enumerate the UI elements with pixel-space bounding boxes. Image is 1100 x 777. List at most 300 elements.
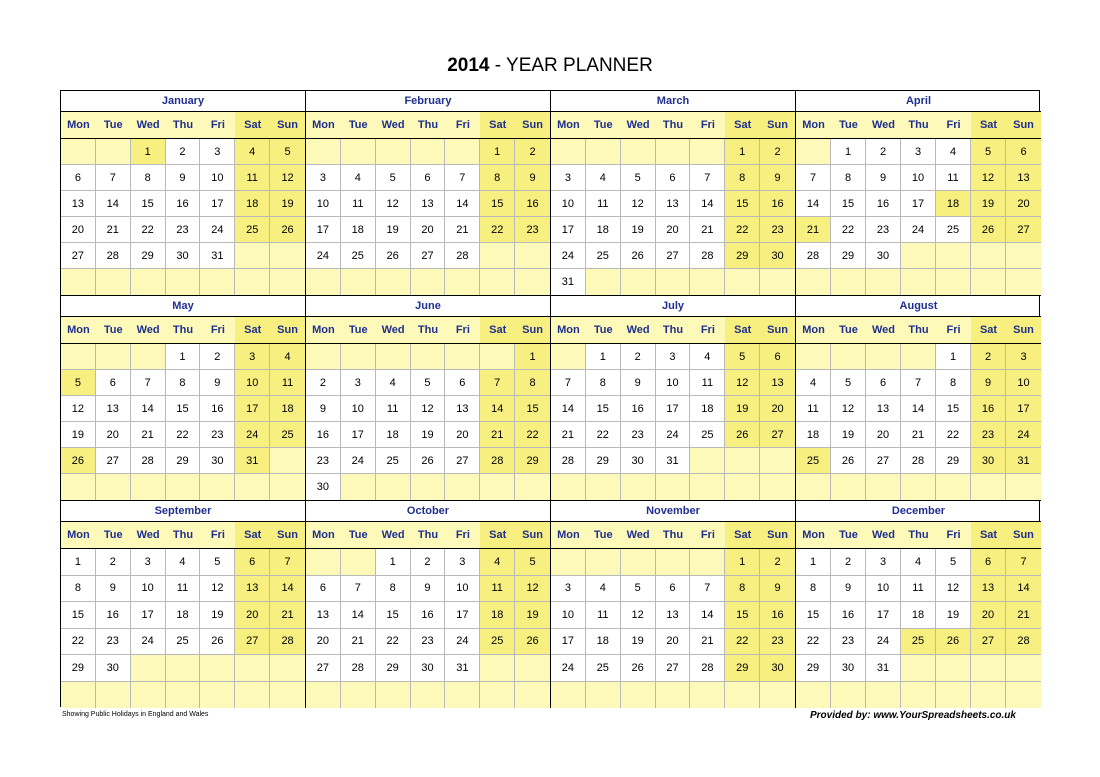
day-cell: 15 <box>796 602 831 629</box>
day-cell: 20 <box>971 602 1006 629</box>
day-cell: 8 <box>61 576 96 603</box>
day-cell: 11 <box>586 191 621 217</box>
day-cell: 23 <box>621 422 656 448</box>
weekday-label: Mon <box>306 112 341 138</box>
day-cell: 6 <box>61 165 96 191</box>
day-cell: 17 <box>131 602 166 629</box>
day-cell: 22 <box>831 217 866 243</box>
weekday-label: Tue <box>831 317 866 343</box>
empty-cell <box>866 682 901 709</box>
holiday-cell: 25 <box>901 629 936 656</box>
day-cell: 17 <box>656 396 691 422</box>
day-cell: 23 <box>971 422 1006 448</box>
day-cell: 23 <box>866 217 901 243</box>
day-cell: 20 <box>306 629 341 656</box>
day-cell: 30 <box>831 655 866 682</box>
empty-cell <box>411 269 446 295</box>
day-cell: 6 <box>445 370 480 396</box>
day-cell: 16 <box>760 602 795 629</box>
day-cell: 14 <box>131 396 166 422</box>
day-cell: 30 <box>866 243 901 269</box>
month-september <box>61 501 306 708</box>
day-cell: 21 <box>270 602 305 629</box>
day-cell: 18 <box>166 602 201 629</box>
day-cell: 8 <box>936 370 971 396</box>
day-cell: 16 <box>411 602 446 629</box>
weekday-label: Thu <box>901 112 936 138</box>
day-cell: 15 <box>131 191 166 217</box>
day-cell: 21 <box>551 422 586 448</box>
day-cell: 22 <box>480 217 515 243</box>
empty-cell <box>131 344 166 370</box>
day-cell: 28 <box>551 448 586 474</box>
empty-cell <box>760 269 795 295</box>
weekday-label: Wed <box>866 522 901 548</box>
weekday-label: Thu <box>656 112 691 138</box>
day-cell: 18 <box>586 629 621 656</box>
day-cell: 30 <box>96 655 131 682</box>
day-cell: 3 <box>866 549 901 576</box>
empty-cell <box>131 682 166 709</box>
weekday-label: Sat <box>971 317 1006 343</box>
day-cell: 7 <box>480 370 515 396</box>
day-cell: 19 <box>411 422 446 448</box>
empty-cell <box>61 474 96 500</box>
day-cell: 4 <box>690 344 725 370</box>
empty-cell <box>936 243 971 269</box>
day-cell: 7 <box>901 370 936 396</box>
day-cell: 27 <box>96 448 131 474</box>
empty-cell <box>901 269 936 295</box>
day-cell: 23 <box>760 629 795 656</box>
day-cell: 12 <box>621 191 656 217</box>
day-cell: 29 <box>796 655 831 682</box>
day-cell: 21 <box>341 629 376 656</box>
day-cell: 12 <box>411 396 446 422</box>
empty-cell <box>306 682 341 709</box>
weekday-label: Sun <box>760 317 795 343</box>
day-grid <box>306 344 550 500</box>
weekday-label: Sat <box>235 112 270 138</box>
weekday-label: Wed <box>376 317 411 343</box>
empty-cell <box>445 474 480 500</box>
day-cell: 12 <box>936 576 971 603</box>
day-cell: 10 <box>901 165 936 191</box>
empty-cell <box>341 549 376 576</box>
day-cell: 27 <box>866 448 901 474</box>
day-cell: 24 <box>551 243 586 269</box>
day-grid <box>551 549 795 708</box>
day-cell: 15 <box>936 396 971 422</box>
page-title <box>0 55 1100 77</box>
day-cell: 25 <box>235 217 270 243</box>
day-cell: 6 <box>235 549 270 576</box>
day-cell: 14 <box>341 602 376 629</box>
day-cell: 9 <box>760 576 795 603</box>
day-cell: 4 <box>796 370 831 396</box>
empty-cell <box>515 243 550 269</box>
empty-cell <box>621 139 656 165</box>
empty-cell <box>725 682 760 709</box>
month-august <box>796 296 1041 501</box>
day-cell: 11 <box>901 576 936 603</box>
weekday-label: Tue <box>341 317 376 343</box>
day-cell: 25 <box>166 629 201 656</box>
day-cell: 23 <box>306 448 341 474</box>
empty-cell <box>971 474 1006 500</box>
month-name: September <box>61 501 305 522</box>
empty-cell <box>96 269 131 295</box>
empty-cell <box>656 682 691 709</box>
day-cell: 6 <box>656 576 691 603</box>
weekday-label: Wed <box>621 522 656 548</box>
day-cell: 7 <box>270 549 305 576</box>
day-cell: 23 <box>96 629 131 656</box>
day-cell: 31 <box>656 448 691 474</box>
day-cell: 28 <box>270 629 305 656</box>
day-cell: 14 <box>901 396 936 422</box>
weekday-label: Fri <box>445 522 480 548</box>
weekday-label: Thu <box>901 522 936 548</box>
day-cell: 2 <box>971 344 1006 370</box>
day-cell: 11 <box>796 396 831 422</box>
day-cell: 24 <box>445 629 480 656</box>
day-cell: 4 <box>166 549 201 576</box>
weekday-label: Tue <box>341 522 376 548</box>
weekday-header-row <box>551 112 795 139</box>
empty-cell <box>445 269 480 295</box>
day-cell: 9 <box>200 370 235 396</box>
day-cell: 29 <box>725 243 760 269</box>
weekday-header-row <box>551 522 795 549</box>
day-cell: 12 <box>971 165 1006 191</box>
day-cell: 24 <box>200 217 235 243</box>
day-cell: 5 <box>515 549 550 576</box>
weekday-label: Thu <box>411 522 446 548</box>
weekday-label: Sun <box>1006 112 1041 138</box>
day-cell: 19 <box>725 396 760 422</box>
day-cell: 28 <box>341 655 376 682</box>
day-grid <box>796 549 1041 708</box>
day-cell: 9 <box>306 396 341 422</box>
day-cell: 16 <box>515 191 550 217</box>
day-cell: 15 <box>480 191 515 217</box>
title-year: 2014 <box>447 55 490 76</box>
day-cell: 31 <box>235 448 270 474</box>
empty-cell <box>166 474 201 500</box>
day-cell: 7 <box>445 165 480 191</box>
month-july <box>551 296 796 501</box>
day-cell: 26 <box>725 422 760 448</box>
day-cell: 15 <box>725 602 760 629</box>
weekday-label: Fri <box>936 522 971 548</box>
empty-cell <box>445 344 480 370</box>
day-cell: 3 <box>656 344 691 370</box>
day-cell: 30 <box>411 655 446 682</box>
day-cell: 12 <box>621 602 656 629</box>
day-cell: 28 <box>690 655 725 682</box>
empty-cell <box>235 269 270 295</box>
day-cell: 25 <box>586 655 621 682</box>
day-cell: 14 <box>1006 576 1041 603</box>
empty-cell <box>551 682 586 709</box>
day-cell: 3 <box>551 165 586 191</box>
day-cell: 13 <box>235 576 270 603</box>
day-cell: 3 <box>551 576 586 603</box>
weekday-label: Sun <box>760 522 795 548</box>
day-cell: 16 <box>200 396 235 422</box>
day-cell: 17 <box>866 602 901 629</box>
day-cell: 28 <box>445 243 480 269</box>
empty-cell <box>131 655 166 682</box>
day-grid <box>796 344 1041 500</box>
day-cell: 10 <box>656 370 691 396</box>
day-cell: 21 <box>445 217 480 243</box>
empty-cell <box>621 682 656 709</box>
weekday-label: Tue <box>586 317 621 343</box>
day-cell: 5 <box>971 139 1006 165</box>
day-cell: 29 <box>936 448 971 474</box>
day-cell: 27 <box>445 448 480 474</box>
empty-cell <box>901 344 936 370</box>
empty-cell <box>235 655 270 682</box>
empty-cell <box>341 344 376 370</box>
month-may <box>61 296 306 501</box>
day-grid <box>796 139 1041 295</box>
day-cell: 26 <box>270 217 305 243</box>
day-cell: 31 <box>445 655 480 682</box>
day-cell: 31 <box>1006 448 1041 474</box>
empty-cell <box>936 655 971 682</box>
day-cell: 13 <box>411 191 446 217</box>
empty-cell <box>656 139 691 165</box>
empty-cell <box>480 269 515 295</box>
day-cell: 28 <box>690 243 725 269</box>
day-cell: 21 <box>480 422 515 448</box>
day-cell: 23 <box>515 217 550 243</box>
day-cell: 13 <box>306 602 341 629</box>
day-cell: 12 <box>831 396 866 422</box>
month-june <box>306 296 551 501</box>
day-cell: 7 <box>96 165 131 191</box>
day-cell: 14 <box>480 396 515 422</box>
weekday-label: Tue <box>586 522 621 548</box>
day-cell: 3 <box>200 139 235 165</box>
day-cell: 26 <box>971 217 1006 243</box>
empty-cell <box>376 344 411 370</box>
day-cell: 11 <box>690 370 725 396</box>
day-cell: 29 <box>515 448 550 474</box>
empty-cell <box>515 474 550 500</box>
month-name: April <box>796 91 1041 112</box>
day-cell: 24 <box>131 629 166 656</box>
day-cell: 1 <box>831 139 866 165</box>
empty-cell <box>306 344 341 370</box>
day-cell: 11 <box>341 191 376 217</box>
day-cell: 21 <box>690 217 725 243</box>
empty-cell <box>690 448 725 474</box>
day-cell: 1 <box>166 344 201 370</box>
empty-cell <box>656 474 691 500</box>
day-cell: 3 <box>131 549 166 576</box>
day-cell: 10 <box>306 191 341 217</box>
day-cell: 4 <box>270 344 305 370</box>
month-name: December <box>796 501 1041 522</box>
day-cell: 6 <box>306 576 341 603</box>
empty-cell <box>61 682 96 709</box>
day-cell: 1 <box>586 344 621 370</box>
day-cell: 7 <box>690 165 725 191</box>
day-cell: 30 <box>200 448 235 474</box>
day-grid <box>61 344 305 500</box>
weekday-label: Fri <box>690 317 725 343</box>
empty-cell <box>656 269 691 295</box>
weekday-label: Wed <box>131 112 166 138</box>
day-cell: 18 <box>235 191 270 217</box>
month-name: March <box>551 91 795 112</box>
empty-cell <box>586 549 621 576</box>
day-cell: 23 <box>166 217 201 243</box>
day-cell: 17 <box>341 422 376 448</box>
day-cell: 9 <box>831 576 866 603</box>
empty-cell <box>760 682 795 709</box>
weekday-label: Sat <box>480 112 515 138</box>
day-cell: 26 <box>376 243 411 269</box>
weekday-label: Thu <box>656 522 691 548</box>
empty-cell <box>1006 243 1041 269</box>
day-cell: 2 <box>166 139 201 165</box>
day-cell: 14 <box>551 396 586 422</box>
day-cell: 25 <box>376 448 411 474</box>
day-cell: 10 <box>551 191 586 217</box>
empty-cell <box>235 474 270 500</box>
day-cell: 25 <box>270 422 305 448</box>
holiday-cell: 26 <box>936 629 971 656</box>
weekday-label: Mon <box>306 522 341 548</box>
day-cell: 4 <box>341 165 376 191</box>
holidays-note: Showing Public Holidays in England and Wales <box>62 711 209 718</box>
day-cell: 22 <box>61 629 96 656</box>
holiday-cell: 18 <box>936 191 971 217</box>
empty-cell <box>551 474 586 500</box>
empty-cell <box>656 549 691 576</box>
empty-cell <box>61 139 96 165</box>
empty-cell <box>690 549 725 576</box>
day-cell: 26 <box>831 448 866 474</box>
day-cell: 4 <box>235 139 270 165</box>
day-cell: 13 <box>656 602 691 629</box>
weekday-label: Wed <box>376 522 411 548</box>
weekday-label: Fri <box>690 112 725 138</box>
weekday-label: Tue <box>586 112 621 138</box>
day-cell: 22 <box>796 629 831 656</box>
day-cell: 8 <box>725 576 760 603</box>
day-cell: 21 <box>131 422 166 448</box>
empty-cell <box>796 682 831 709</box>
day-cell: 6 <box>411 165 446 191</box>
title-text: - YEAR PLANNER <box>489 55 653 76</box>
empty-cell <box>376 682 411 709</box>
weekday-label: Sun <box>1006 317 1041 343</box>
day-cell: 9 <box>760 165 795 191</box>
empty-cell <box>690 269 725 295</box>
weekday-label: Mon <box>551 112 586 138</box>
day-cell: 1 <box>376 549 411 576</box>
month-april <box>796 91 1041 296</box>
day-cell: 14 <box>796 191 831 217</box>
empty-cell <box>480 344 515 370</box>
day-cell: 15 <box>586 396 621 422</box>
day-cell: 28 <box>131 448 166 474</box>
day-cell: 20 <box>1006 191 1041 217</box>
empty-cell <box>270 448 305 474</box>
day-cell: 22 <box>936 422 971 448</box>
weekday-label: Wed <box>866 112 901 138</box>
day-cell: 14 <box>96 191 131 217</box>
day-grid <box>61 139 305 295</box>
empty-cell <box>866 269 901 295</box>
weekday-label: Fri <box>445 317 480 343</box>
day-cell: 18 <box>796 422 831 448</box>
day-cell: 12 <box>270 165 305 191</box>
empty-cell <box>936 682 971 709</box>
day-cell: 18 <box>690 396 725 422</box>
empty-cell <box>690 682 725 709</box>
empty-cell <box>515 682 550 709</box>
day-cell: 12 <box>376 191 411 217</box>
day-grid <box>61 549 305 708</box>
day-cell: 27 <box>1006 217 1041 243</box>
empty-cell <box>971 682 1006 709</box>
day-cell: 25 <box>936 217 971 243</box>
day-cell: 31 <box>200 243 235 269</box>
weekday-label: Thu <box>166 522 201 548</box>
day-cell: 16 <box>166 191 201 217</box>
day-cell: 10 <box>866 576 901 603</box>
holiday-cell: 26 <box>61 448 96 474</box>
weekday-label: Thu <box>166 112 201 138</box>
day-cell: 1 <box>936 344 971 370</box>
day-cell: 19 <box>621 217 656 243</box>
empty-cell <box>235 682 270 709</box>
empty-cell <box>586 269 621 295</box>
day-cell: 20 <box>866 422 901 448</box>
weekday-label: Sat <box>971 522 1006 548</box>
empty-cell <box>971 655 1006 682</box>
day-cell: 14 <box>690 191 725 217</box>
day-cell: 19 <box>200 602 235 629</box>
weekday-header-row <box>306 317 550 344</box>
day-cell: 21 <box>901 422 936 448</box>
weekday-label: Fri <box>936 112 971 138</box>
day-cell: 23 <box>831 629 866 656</box>
day-cell: 16 <box>621 396 656 422</box>
day-cell: 27 <box>656 655 691 682</box>
weekday-label: Sat <box>480 317 515 343</box>
day-cell: 1 <box>515 344 550 370</box>
day-cell: 4 <box>586 576 621 603</box>
day-cell: 5 <box>621 165 656 191</box>
day-cell: 15 <box>515 396 550 422</box>
day-cell: 5 <box>411 370 446 396</box>
weekday-label: Mon <box>61 112 96 138</box>
day-cell: 24 <box>901 217 936 243</box>
day-cell: 23 <box>200 422 235 448</box>
empty-cell <box>61 344 96 370</box>
empty-cell <box>61 269 96 295</box>
empty-cell <box>376 139 411 165</box>
day-cell: 11 <box>480 576 515 603</box>
